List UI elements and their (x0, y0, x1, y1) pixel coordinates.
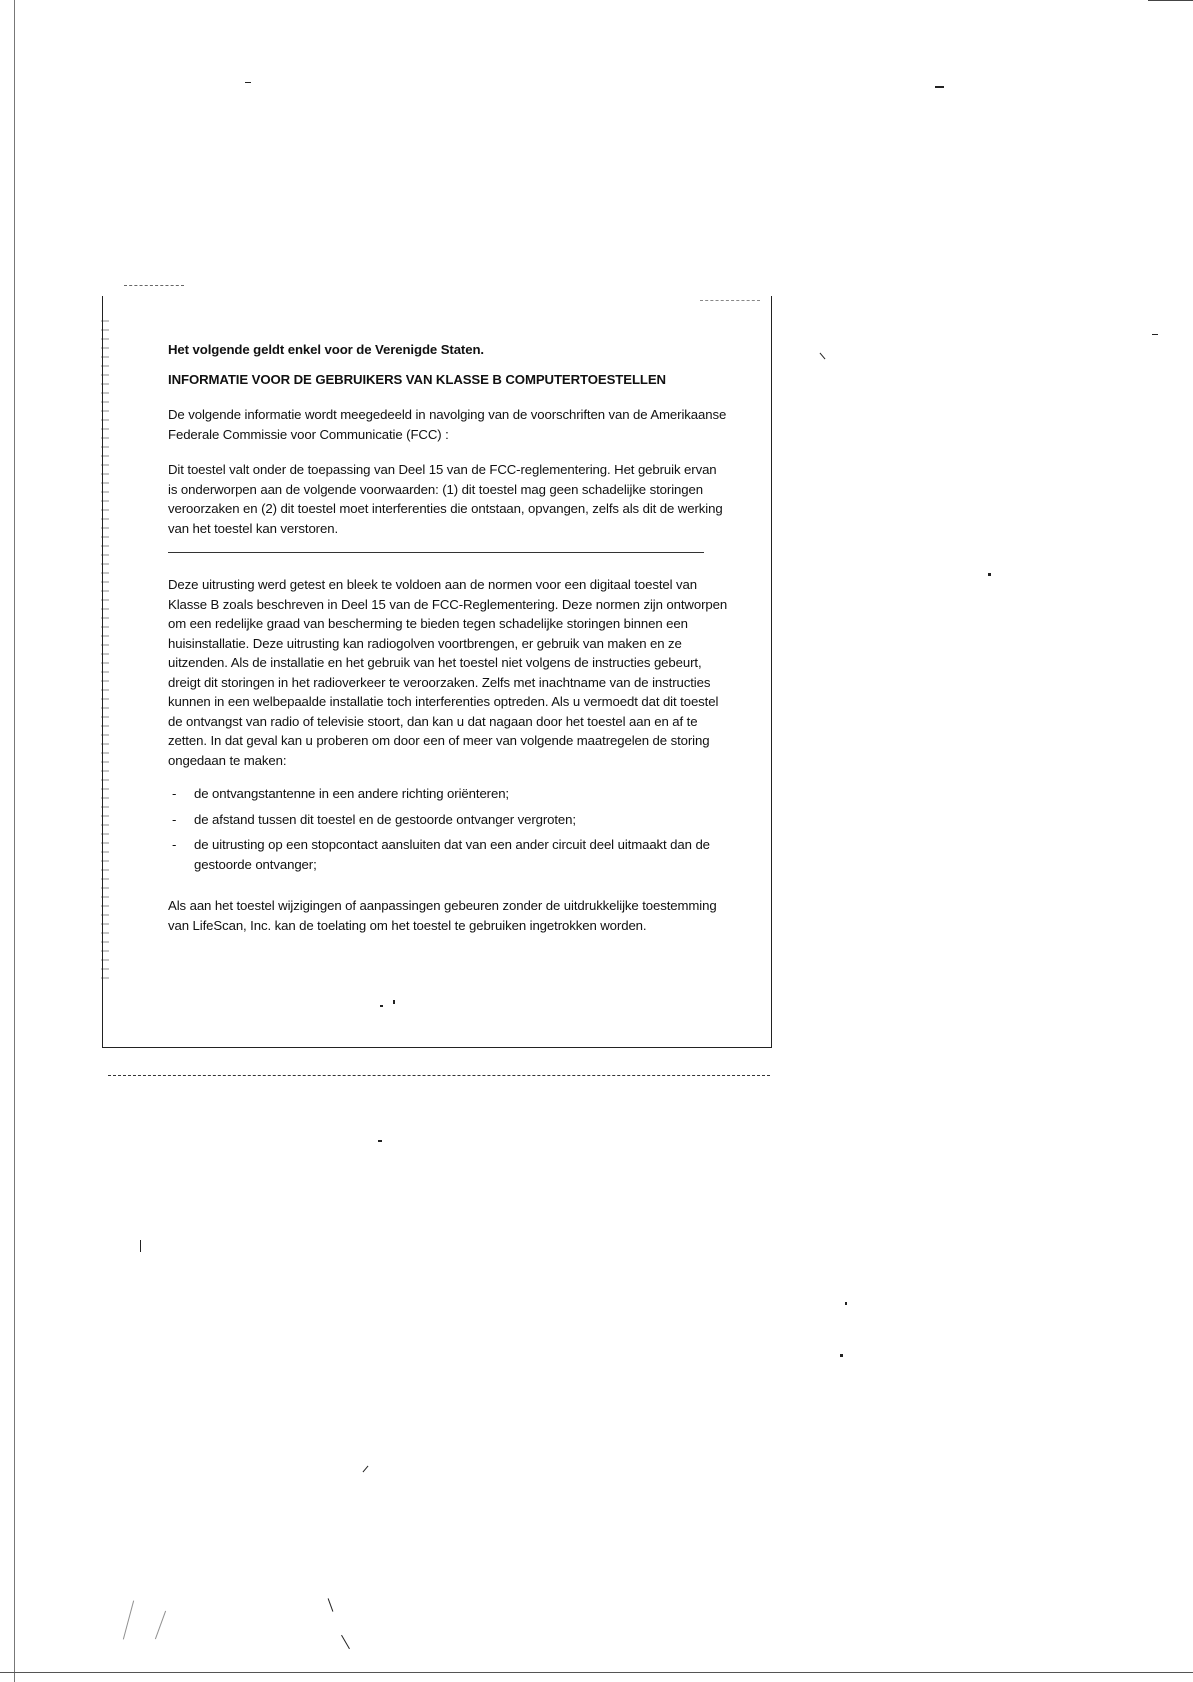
class-b-test-paragraph: Deze uitrusting werd getest en bleek te voldoen aan de normen voor een digitaal toestel van Klasse B zoals beschreven in Deel 15 van de FCC-Reglementering. Deze normen zijn ontworpen om een redelijke graad van bescherming te bieden tegen schadelijke storingen binnen een huisinstallatie. Deze uitrusting kan radiogolven voortbrengen, er gebruik van maken en ze uitzenden. Als de installatie en het gebruik van het toestel niet volgens de instructies gebeurt, dreigt dit storingen in het radioverkeer te veroorzaken. Zelfs met inachtname van de instructies kunnen in een welbepaalde installatie toch interferenties optreden. Als u vermoedt dat dit toestel de ontvangst van radio of televisie stoort, dan kan u dat nagaan door het toestel aan en af te zetten. In dat geval kan u proberen om door een of meer van volgende maatregelen de storing ongedaan te maken: (168, 577, 728, 768)
scan-speck (935, 86, 944, 88)
scan-speck (845, 1302, 847, 1305)
list-item: - de ontvangstantenne in een andere richting oriënteren; (168, 784, 728, 804)
bullet-dash: - (172, 786, 177, 801)
scan-left-edge (14, 0, 15, 1682)
scan-speck (363, 1466, 369, 1473)
scan-speck (1152, 334, 1158, 335)
panel-under-line (108, 1075, 770, 1076)
intro-paragraph: De volgende informatie wordt meegedeeld in navolging van de voorschriften van de Amerikaanse Federale Commissie voor Communicatie (FCC) : (168, 407, 727, 442)
scan-speck (341, 1635, 350, 1649)
scan-speck (378, 1140, 382, 1142)
fcc-notice-content (168, 340, 728, 935)
bullet-dash: - (172, 837, 177, 852)
scan-speck (140, 1240, 141, 1252)
scan-speck (988, 573, 991, 576)
scan-top-right-mark (1148, 0, 1193, 1)
fcc-part15-paragraph: Dit toestel valt onder de toepassing van Deel 15 van de FCC-reglementering. Het gebruik ervan is onderworpen aan de volgende voorwaarden: (1) dit toestel mag geen schadelijke storingen veroorzaken en (2) dit toestel moet interferenties die ontstaan, opvangen, zelfs als dit de werking van het toestel kan verstoren. (168, 462, 723, 536)
measures-list (168, 784, 728, 874)
bullet-dash: - (172, 811, 177, 827)
list-item: - de uitrusting op een stopcontact aansluiten dat van een ander circuit deel uitmaakt dan de gestoorde ontvanger; (172, 837, 710, 872)
closing-paragraph: Als aan het toestel wijzigingen of aanpassingen gebeuren zonder de uitdrukkelijke toestemming van LifeScan, Inc. kan de toelating om het toestel te gebruiken ingetrokken worden. (168, 898, 717, 933)
list-item: - de afstand tussen dit toestel en de gestoorde ontvanger vergroten; (168, 810, 728, 830)
us-only-heading: Het volgende geldt enkel voor de Verenigde Staten. (168, 342, 484, 357)
scan-speck (840, 1354, 843, 1357)
scan-speck (820, 353, 826, 360)
scan-speck (328, 1598, 334, 1611)
panel-top-dash (124, 285, 184, 286)
class-b-title: INFORMATIE VOOR DE GEBRUIKERS VAN KLASSE B COMPUTERTOESTELLEN (168, 371, 666, 387)
section-divider (168, 552, 704, 553)
scan-bottom-edge (0, 1672, 1193, 1673)
scan-speck (155, 1611, 166, 1640)
scan-speck (245, 82, 251, 83)
scan-speck (123, 1601, 134, 1640)
